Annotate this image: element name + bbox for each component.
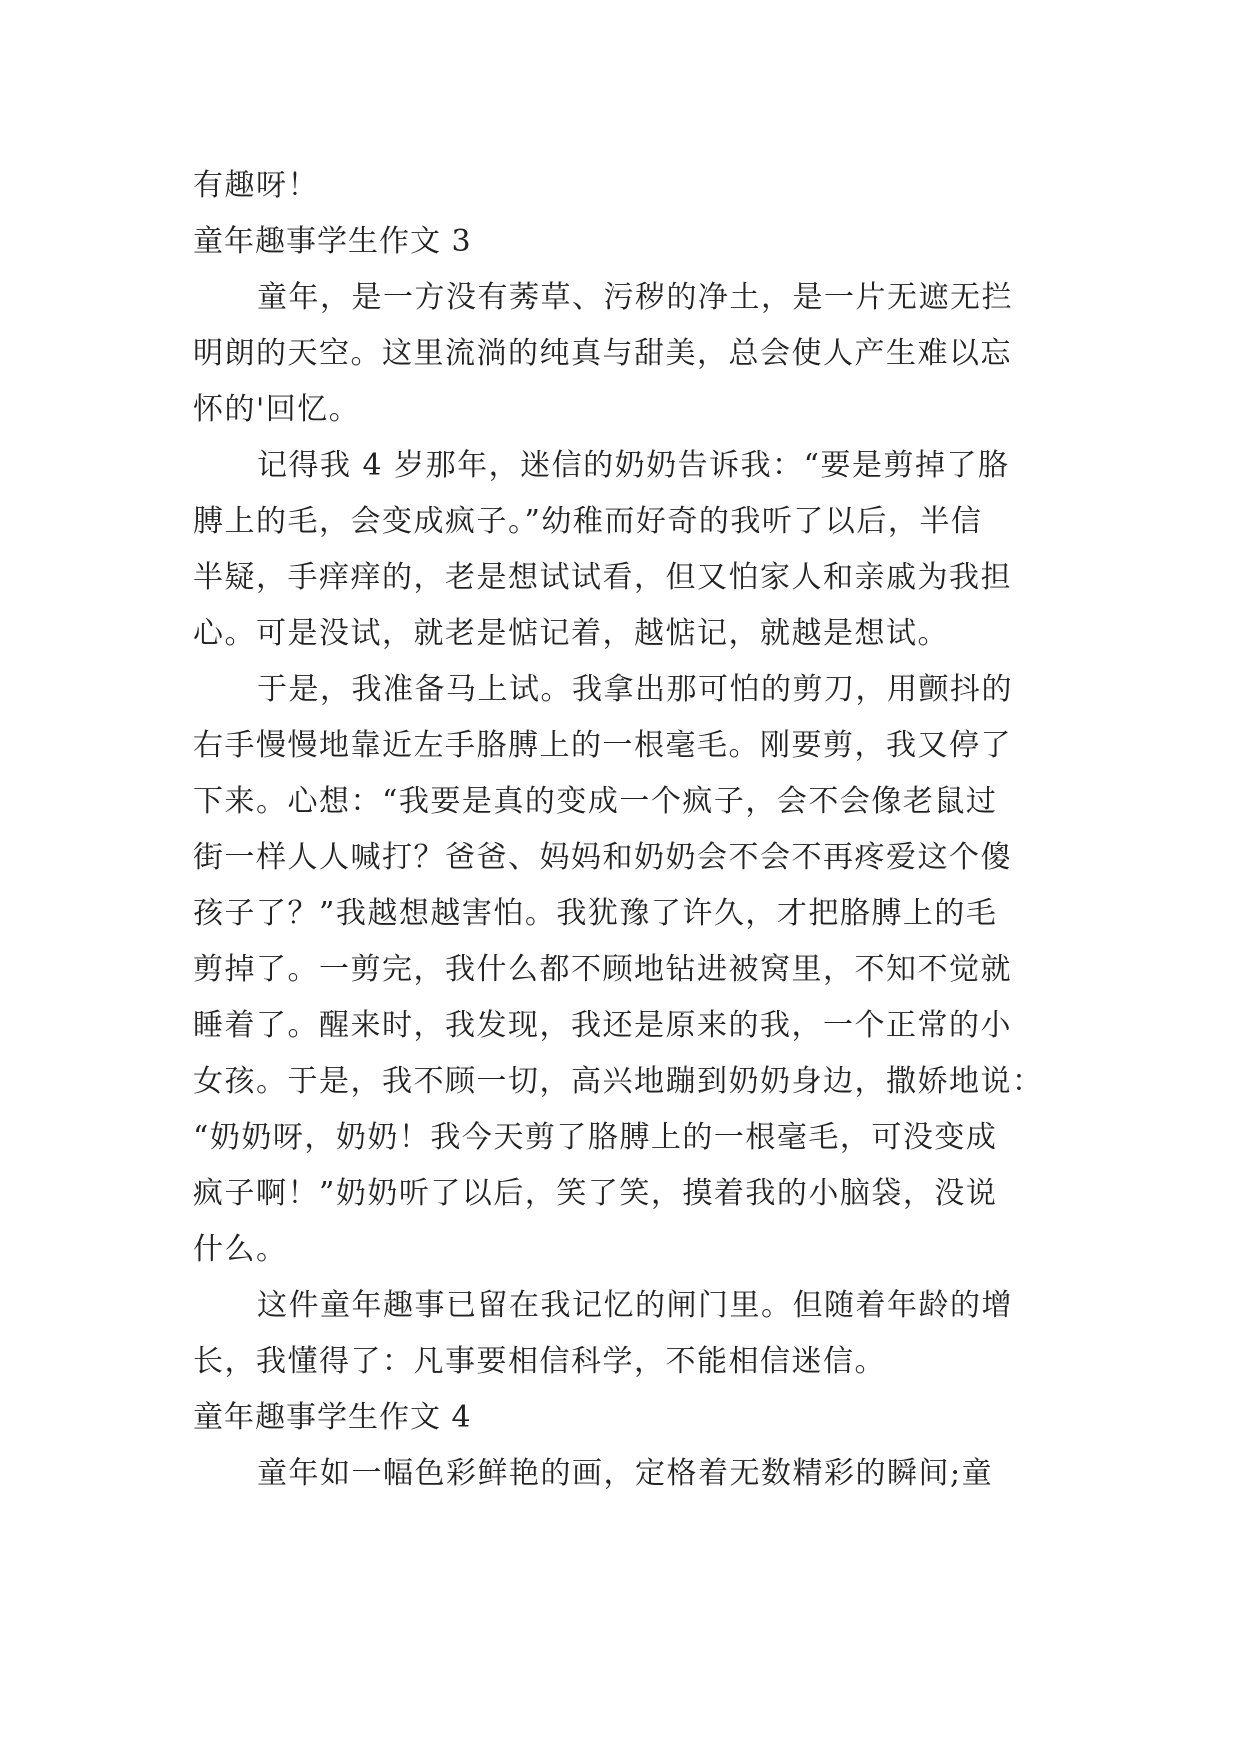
paragraph-line: “奶奶呀，奶奶！我今天剪了胳膊上的一根毫毛，可没变成 (193, 1120, 998, 1155)
paragraph-line: 剪掉了。一剪完，我什么都不顾地钻进被窝里，不知不觉就 (193, 952, 1012, 987)
paragraph-line: 童年，是一方没有莠草、污秽的净土，是一片无遮无拦 (257, 280, 1013, 315)
paragraph-line: 于是，我准备马上试。我拿出那可怕的剪刀，用颤抖的 (257, 672, 1013, 707)
essay-text (193, 158, 1055, 1502)
paragraph-line: 记得我 4 岁那年，迷信的奶奶告诉我：“要是剪掉了胳 (257, 448, 1010, 483)
section-heading: 童年趣事学生作文 3 (193, 224, 472, 259)
paragraph-line: 膊上的毛，会变成疯子。”幼稚而好奇的我听了以后，半信 (193, 504, 983, 539)
paragraph-line: 童年如一幅色彩鲜艳的画，定格着无数精彩的瞬间;童 (257, 1456, 994, 1491)
paragraph-line: 什么。 (193, 1232, 288, 1267)
paragraph-line: 右手慢慢地靠近左手胳膊上的一根毫毛。刚要剪，我又停了 (193, 728, 1012, 763)
paragraph-line: 长，我懂得了：凡事要相信科学，不能相信迷信。 (193, 1344, 886, 1379)
paragraph-line: 女孩。于是，我不顾一切，高兴地蹦到奶奶身边，撒娇地说： (193, 1064, 1044, 1099)
paragraph-line: 孩子了？”我越想越害怕。我犹豫了许久，才把胳膊上的毛 (193, 896, 998, 931)
paragraph-line: 睡着了。醒来时，我发现，我还是原来的我，一个正常的小 (193, 1008, 1012, 1043)
paragraph-line: 下来。心想：“我要是真的变成一个疯子，会不会像老鼠过 (193, 784, 998, 819)
text-line: 有趣呀！ (193, 168, 319, 203)
paragraph-line: 怀的'回忆。 (193, 392, 361, 427)
paragraph-line: 半疑，手痒痒的，老是想试试看，但又怕家人和亲戚为我担 (193, 560, 1012, 595)
paragraph-line: 街一样人人喊打？爸爸、妈妈和奶奶会不会不再疼爱这个傻 (193, 840, 1012, 875)
paragraph-line: 疯子啊！”奶奶听了以后，笑了笑，摸着我的小脑袋，没说 (193, 1176, 998, 1211)
paragraph-line: 明朗的天空。这里流淌的纯真与甜美，总会使人产生难以忘 (193, 336, 1012, 371)
paragraph-line: 这件童年趣事已留在我记忆的闸门里。但随着年龄的增 (257, 1288, 1013, 1323)
section-heading: 童年趣事学生作文 4 (193, 1400, 472, 1435)
paragraph-line: 心。可是没试，就老是惦记着，越惦记，就越是想试。 (193, 616, 949, 651)
